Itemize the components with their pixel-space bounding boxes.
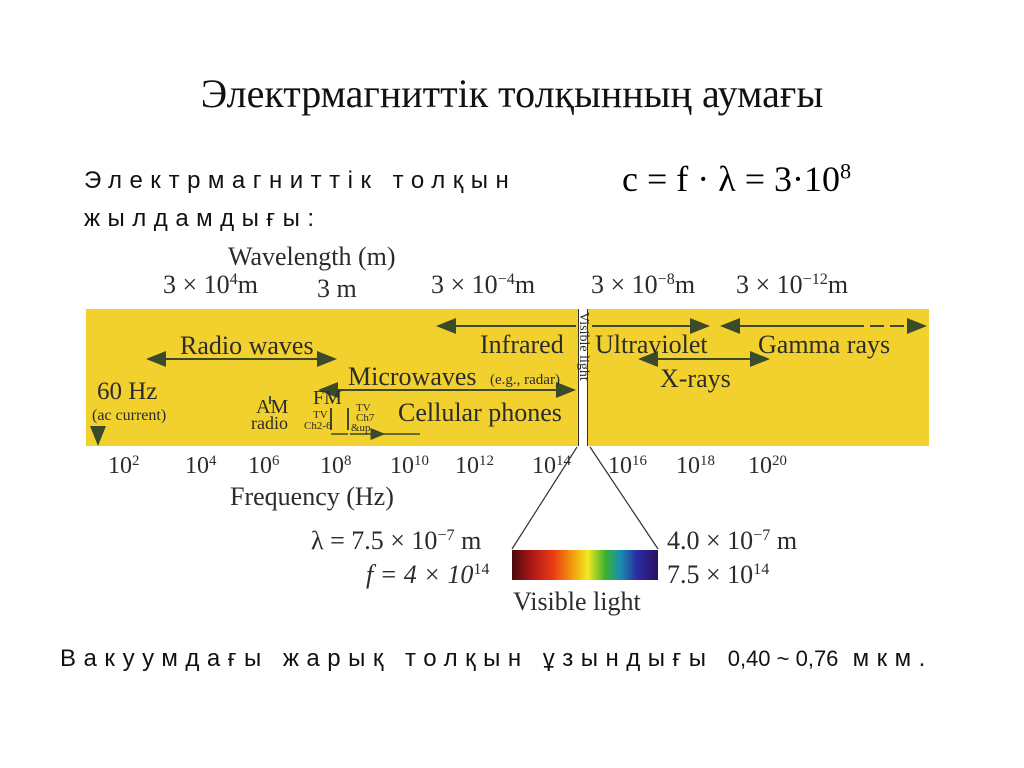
vacuum-range: 0,40 ~ 0,76 [727,646,839,671]
frequency-tick: $10^{18}$ [676,452,715,479]
ultraviolet-label: Ultraviolet [595,330,708,359]
radio-waves-label: Radio waves [180,331,314,360]
wavelength-tick: $3 \times 10^4m$ [163,270,258,299]
visible-spectrum-strip [512,550,658,580]
frequency-tick: $10^8$ [320,452,352,479]
frequency-tick: $10^6$ [248,452,280,479]
visible-frequency-left: $f = 4 \times 10^{14}$ [366,560,490,589]
vacuum-text-prefix: Вакуумдағы жарық толқын ұзындығы [60,645,714,672]
frequency-tick: $10^4$ [185,452,217,479]
microwaves-label: Microwaves [348,362,477,391]
vacuum-unit: мкм. [852,645,933,672]
formula-c: c [622,159,638,199]
formula-body: = f · λ = 3·10 [637,159,841,199]
60hz-label: 60 Hz [97,378,158,405]
x-rays-label: X-rays [660,364,731,393]
frequency-axis-label: Frequency (Hz) [230,482,394,511]
tv-low-label: TV [313,409,328,421]
formula-exponent: 8 [840,158,852,184]
wavelength-tick: $3 \times 10^{-4}m$ [431,270,536,299]
wavelength-tick: $3 \times 10^{-12}m$ [736,270,849,299]
frequency-tick: $10^2$ [108,452,140,479]
vacuum-wavelength-text [60,645,933,673]
visible-light-vertical-label: Visible light [576,312,591,381]
frequency-tick: $10^{20}$ [748,452,787,479]
page-title: Электрмагниттік толқынның аумағы [200,71,824,116]
fm-label: FM [313,387,342,409]
wavelength-axis-label: Wavelength (m) [228,242,396,271]
frequency-tick: $10^{16}$ [608,452,647,479]
speed-label-line1: Электрмагниттік толқын [84,167,517,194]
cellular-phones-label: Cellular phones [398,398,562,427]
frequency-tick: $10^{14}$ [532,452,571,479]
visible-light-label: Visible light [513,587,641,616]
microwaves-note: (e.g., radar) [490,372,560,388]
am-radio-label: radio [251,413,288,433]
am-label: AM [256,396,289,418]
frequency-tick: $10^{10}$ [390,452,429,479]
tv-high-label: TV [356,402,371,414]
infrared-label: Infrared [480,330,564,359]
wavelength-tick: $3 \times 10^{-8}m$ [591,270,696,299]
visible-lambda-right: $4.0 \times 10^{-7}$ m [667,526,798,555]
gamma-rays-label: Gamma rays [758,330,891,359]
ac-current-label: (ac current) [92,407,167,424]
tv-high-channels: Ch7 [356,412,375,424]
speed-label-line2: жылдамдығы: [84,205,322,232]
tv-high-up: &up [351,422,371,434]
frequency-tick: $10^{12}$ [455,452,494,479]
tv-low-channels: Ch2-6 [304,420,332,432]
wavelength-tick: 3 m [317,274,357,303]
visible-lambda-left: $\lambda = 7.5 \times 10^{-7}$ m [311,526,482,555]
visible-frequency-right: $7.5 \times 10^{14}$ [667,560,770,589]
